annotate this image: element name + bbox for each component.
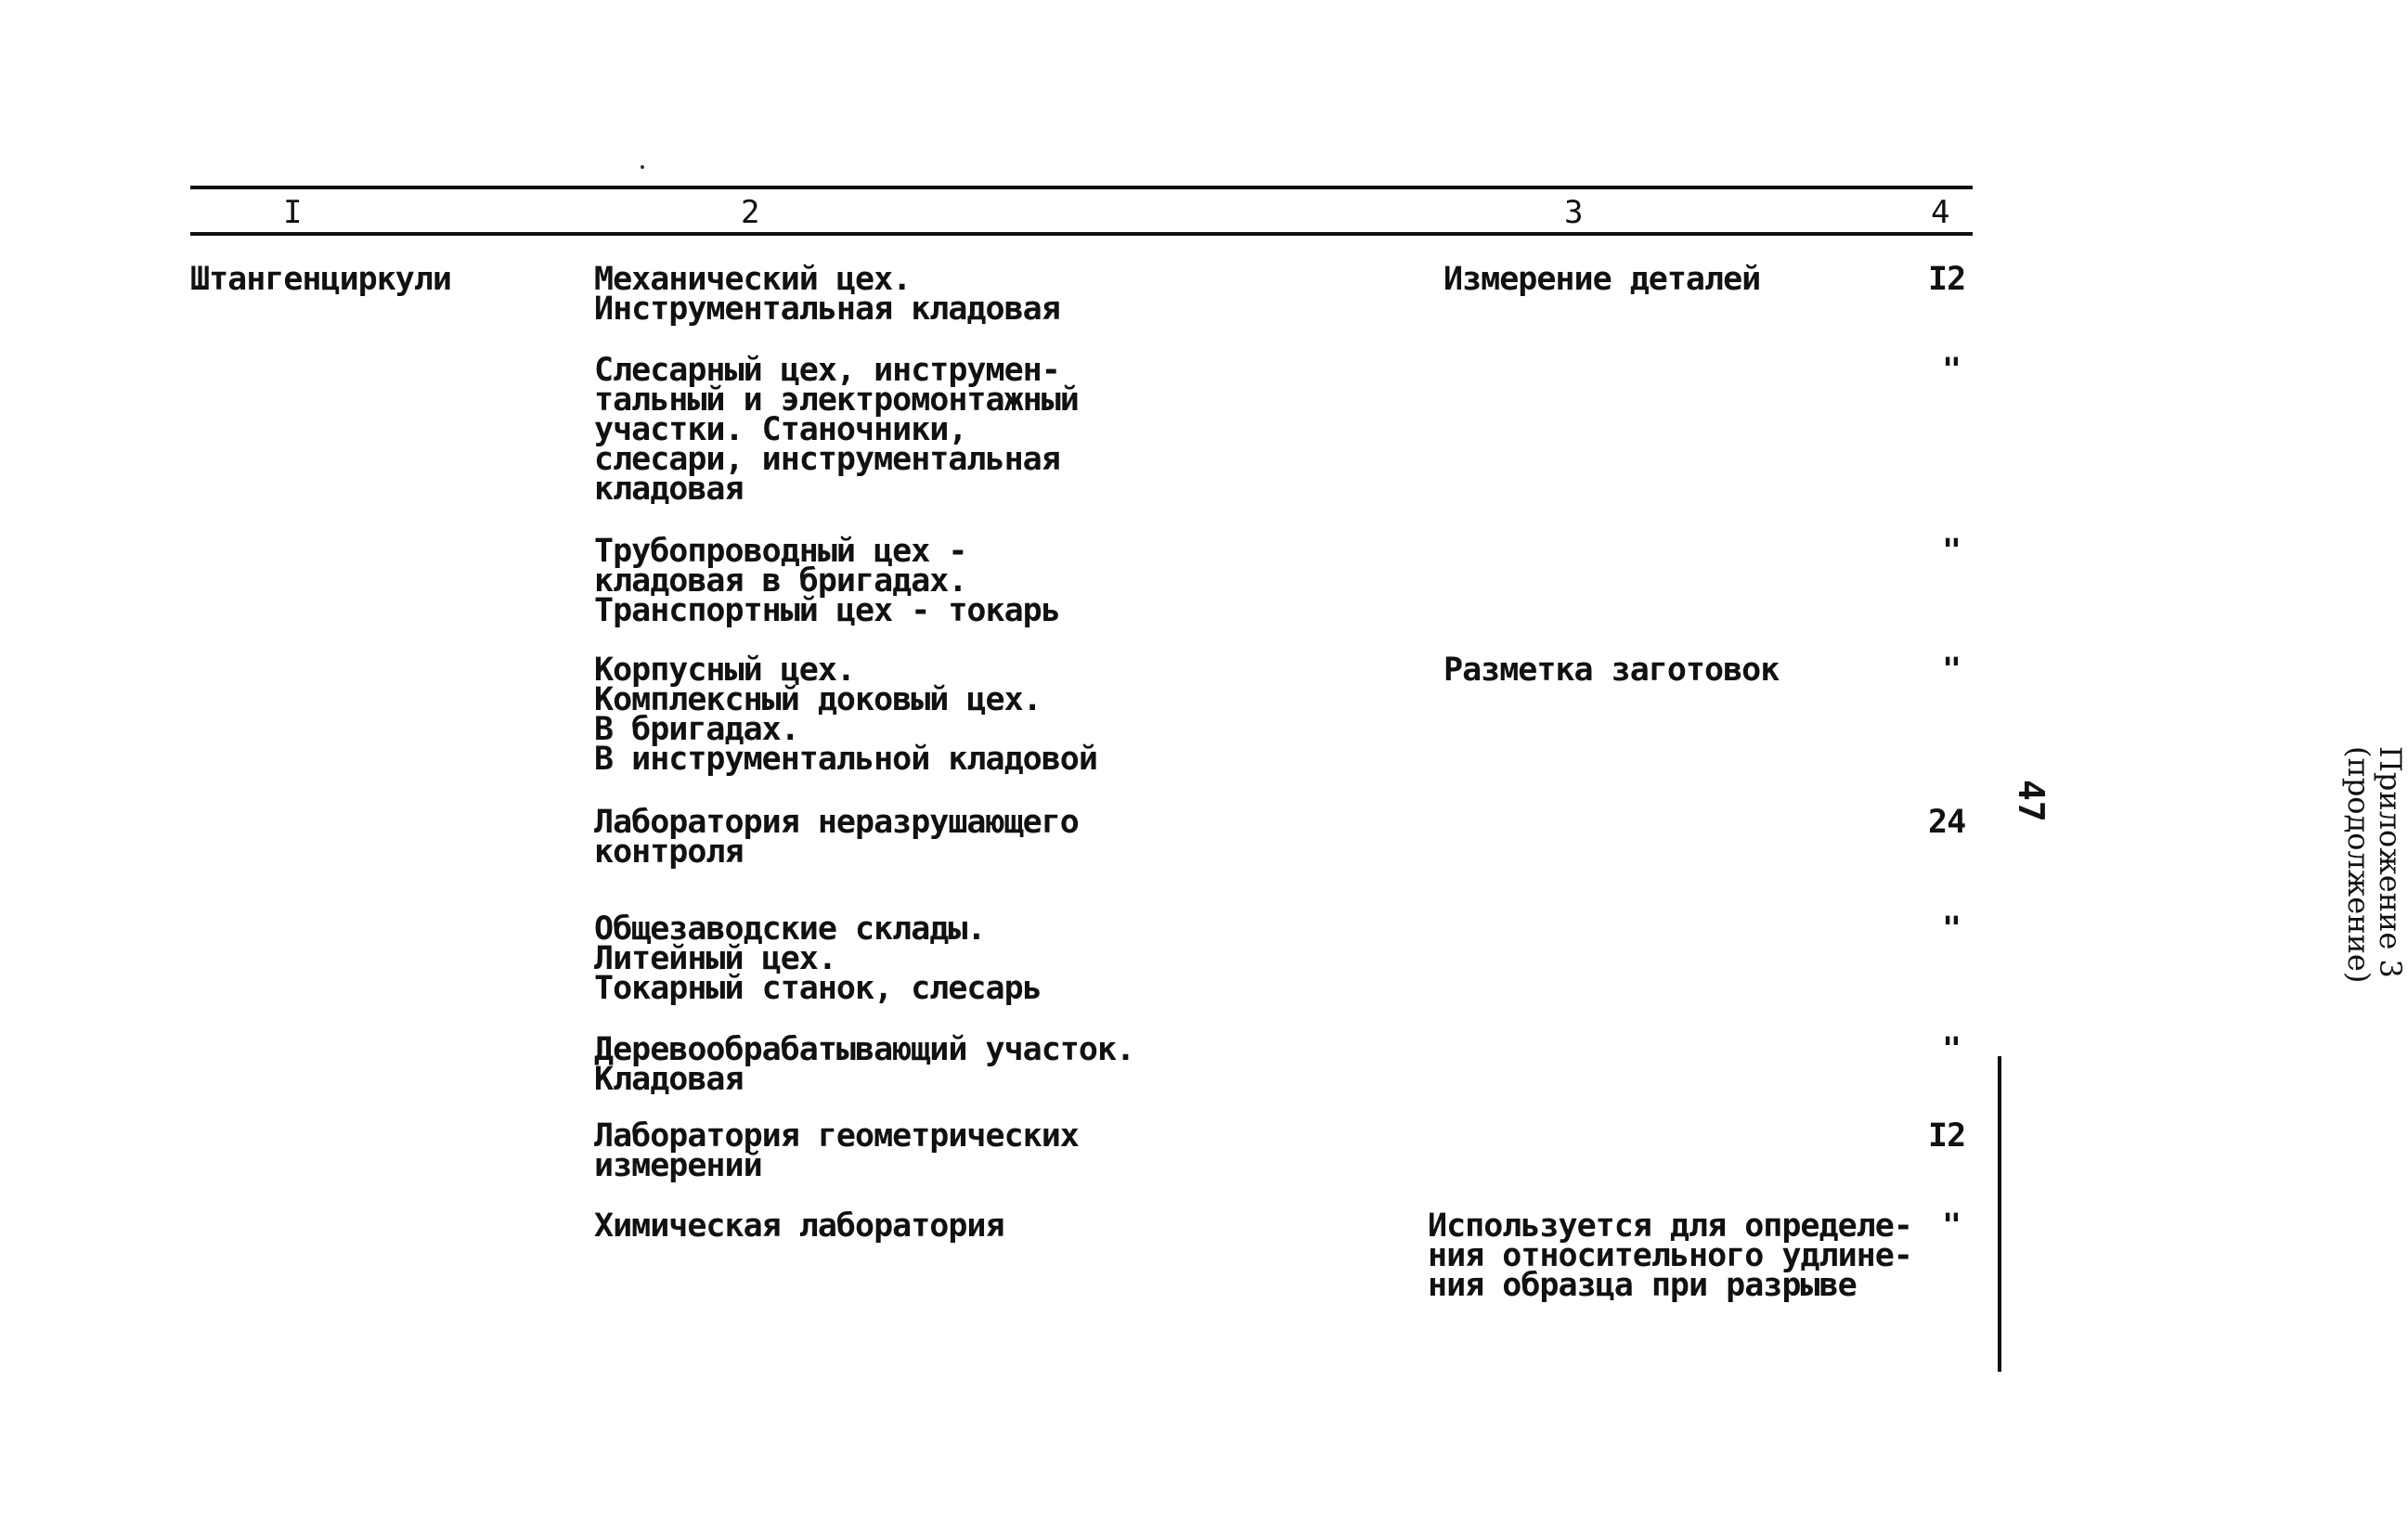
row-5-location: Лаборатория неразрушающего контроля — [594, 804, 1079, 871]
row-4-period: " — [1942, 652, 1961, 689]
row-6-location: Общезаводские склады. Литейный цех. Токарный станок, слесарь — [594, 910, 1042, 1007]
row-9-location: Химическая лаборатория — [594, 1207, 1004, 1245]
column-header-3: 3 — [1564, 194, 1584, 231]
row-2-location: Слесарный цех, инструмен- тальный и электромонтажный участки. Станочники, слесари, инструментальная кладовая — [594, 352, 1079, 508]
row-9-purpose: Используется для определе- ния относительного удлине- ния образца при разрыве — [1428, 1207, 1912, 1304]
item-name: Штангенциркули — [190, 261, 452, 298]
page-number: 47 — [2011, 780, 2052, 822]
row-4-purpose: Разметка заготовок — [1444, 652, 1780, 689]
column-header-2: 2 — [741, 194, 760, 231]
row-6-period: " — [1942, 910, 1961, 948]
row-4-location: Корпусный цех. Комплексный доковый цех. В бригадах. В инструментальной кладовой — [594, 652, 1097, 778]
row-7-period: " — [1942, 1031, 1961, 1068]
appendix-label: Приложение 3 (продолжение) — [2341, 746, 2408, 984]
row-5-period: 24 — [1928, 804, 1966, 841]
row-8-location: Лаборатория геометрических измерений — [594, 1117, 1079, 1184]
row-2-period: " — [1942, 352, 1961, 389]
table-top-rule — [190, 186, 1973, 189]
table-header-rule — [190, 232, 1973, 236]
row-1-purpose: Измерение деталей — [1444, 261, 1761, 298]
row-1-period: I2 — [1928, 261, 1966, 298]
column-header-1: I — [283, 194, 303, 231]
row-3-location: Трубопроводный цех - кладовая в бригадах. Транспортный цех - токарь — [594, 533, 1060, 629]
row-8-period: I2 — [1928, 1117, 1966, 1155]
speck — [641, 165, 644, 169]
row-3-period: " — [1942, 533, 1961, 570]
row-1-location: Механический цех. Инструментальная кладовая — [594, 261, 1060, 328]
row-7-location: Деревообрабатывающий участок. Кладовая — [594, 1031, 1135, 1098]
column-header-4: 4 — [1931, 194, 1950, 231]
appendix-rule — [1998, 1056, 2001, 1372]
row-9-period: " — [1942, 1207, 1961, 1245]
